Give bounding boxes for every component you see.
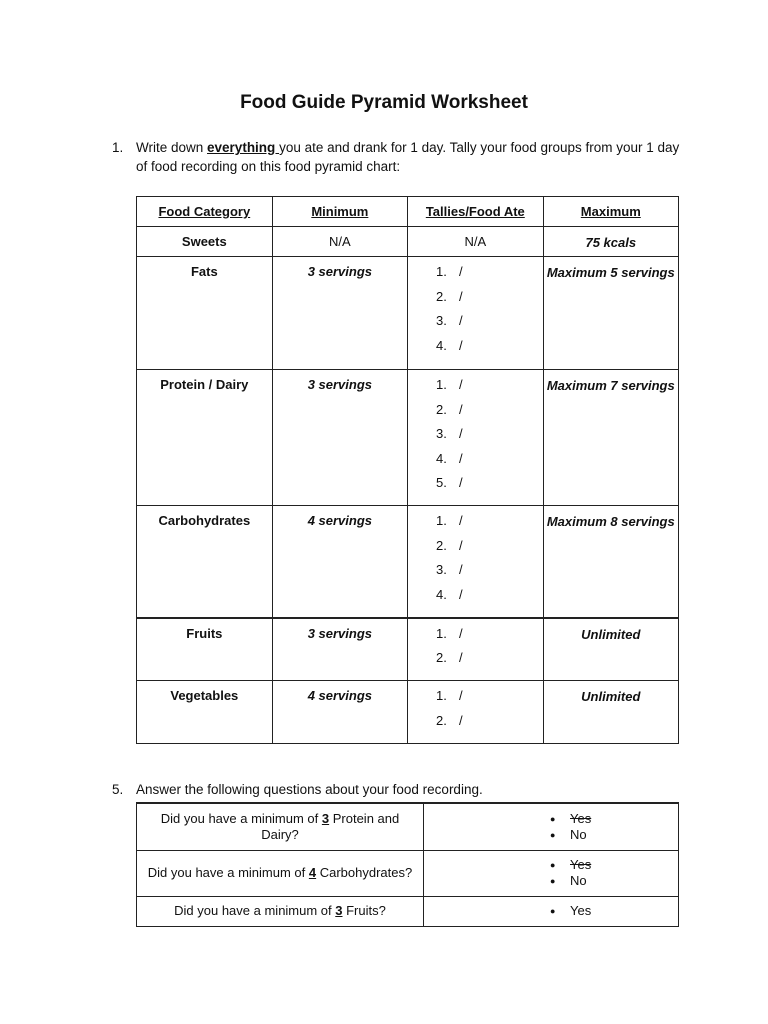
tally-line[interactable] xyxy=(408,426,543,451)
instruction-1 xyxy=(112,138,692,176)
tally-mark: / xyxy=(459,537,463,553)
tallies-cell[interactable] xyxy=(408,257,544,370)
question-cell: Did you have a minimum of 3 Fruits? xyxy=(137,896,424,926)
tally-line[interactable] xyxy=(408,264,543,289)
tallies-cell[interactable] xyxy=(408,618,544,681)
tally-number: 4. xyxy=(436,450,447,466)
food-pyramid-table xyxy=(136,196,679,744)
question-row xyxy=(137,850,679,896)
question-number: 4 xyxy=(308,865,317,880)
tally-number: 2. xyxy=(436,650,447,666)
header-minimum: Minimum xyxy=(272,197,407,227)
tallies-cell: N/A xyxy=(408,227,544,257)
tally-mark: / xyxy=(459,313,463,329)
table-header-row xyxy=(137,197,679,227)
minimum-cell: 3 servings xyxy=(272,370,407,506)
answer-label: No xyxy=(570,873,587,888)
tally-line[interactable] xyxy=(408,562,543,587)
instruction-number: 1. xyxy=(112,140,124,155)
header-tallies: Tallies/Food Ate xyxy=(408,197,544,227)
minimum-cell: 4 servings xyxy=(272,681,407,744)
tally-line[interactable] xyxy=(408,513,543,538)
table-row xyxy=(137,257,679,370)
answer-label: Yes xyxy=(570,810,592,826)
maximum-cell: Maximum 8 servings xyxy=(543,506,678,618)
category-cell: Protein / Dairy xyxy=(137,370,273,506)
header-maximum: Maximum xyxy=(543,197,678,227)
answer-option[interactable] xyxy=(424,903,678,919)
tally-line[interactable] xyxy=(408,688,543,713)
question-row xyxy=(137,803,679,850)
answer-option[interactable] xyxy=(424,873,678,889)
tally-line[interactable] xyxy=(408,713,543,738)
answer-option[interactable] xyxy=(424,811,678,827)
maximum-cell: 75 kcals xyxy=(543,227,678,257)
tally-mark: / xyxy=(459,426,463,442)
question-cell: Did you have a minimum of 3 Protein and Dairy? xyxy=(137,803,424,850)
minimum-cell: 3 servings xyxy=(272,618,407,681)
tally-number: 2. xyxy=(436,537,447,553)
tally-number: 2. xyxy=(436,712,447,728)
instruction-text: Answer the following questions about your food recording. xyxy=(136,782,483,797)
tally-number: 4. xyxy=(436,337,447,353)
category-cell: Carbohydrates xyxy=(137,506,273,618)
tally-number: 1. xyxy=(436,688,447,703)
tally-number: 3. xyxy=(436,313,447,329)
instruction-text: Write down everything you ate and drank for 1 day. Tally your food groups from your 1 day of food recording on this food pyramid chart: xyxy=(136,140,680,174)
table-row xyxy=(137,227,679,257)
tally-line[interactable] xyxy=(408,451,543,476)
category-cell: Fats xyxy=(137,257,273,370)
answer-cell[interactable] xyxy=(424,850,679,896)
tally-mark: / xyxy=(459,337,463,353)
questions-table xyxy=(136,802,679,927)
tally-line[interactable] xyxy=(408,289,543,314)
tally-number: 2. xyxy=(436,401,447,417)
maximum-cell: Maximum 7 servings xyxy=(543,370,678,506)
category-cell: Fruits xyxy=(137,618,273,681)
tally-mark: / xyxy=(459,513,463,528)
tally-mark: / xyxy=(459,562,463,578)
tally-number: 4. xyxy=(436,586,447,602)
table-row xyxy=(137,370,679,506)
answer-option[interactable] xyxy=(424,857,678,873)
tally-line[interactable] xyxy=(408,650,543,675)
question-number: 3 xyxy=(335,903,343,918)
tally-mark: / xyxy=(459,475,463,491)
tally-line[interactable] xyxy=(408,313,543,338)
tally-line[interactable] xyxy=(408,538,543,563)
answer-label: No xyxy=(570,826,587,842)
tally-number: 2. xyxy=(436,288,447,304)
tallies-cell[interactable] xyxy=(408,370,544,506)
question-number: 3 xyxy=(321,810,330,826)
tally-mark: / xyxy=(459,650,463,666)
tally-line[interactable] xyxy=(408,475,543,500)
tally-mark: / xyxy=(459,401,463,417)
tally-mark: / xyxy=(459,688,463,703)
tally-mark: / xyxy=(459,264,463,279)
tallies-cell[interactable] xyxy=(408,681,544,744)
tally-line[interactable] xyxy=(408,377,543,402)
tally-mark: / xyxy=(459,712,463,728)
tally-number: 1. xyxy=(436,377,447,392)
tally-number: 1. xyxy=(436,625,447,641)
table-row xyxy=(137,681,679,744)
emphasis-everything: everything xyxy=(207,140,280,155)
tally-line[interactable] xyxy=(408,338,543,363)
minimum-cell: 3 servings xyxy=(272,257,407,370)
minimum-cell: 4 servings xyxy=(272,506,407,618)
tally-line[interactable] xyxy=(408,626,543,651)
tally-number: 1. xyxy=(436,513,447,528)
tally-line[interactable] xyxy=(408,402,543,427)
category-cell: Vegetables xyxy=(137,681,273,744)
tally-mark: / xyxy=(459,450,463,466)
tally-mark: / xyxy=(459,288,463,304)
category-cell: Sweets xyxy=(137,227,273,257)
tally-mark: / xyxy=(459,377,463,392)
table-row xyxy=(137,618,679,681)
tally-mark: / xyxy=(459,586,463,602)
maximum-cell: Unlimited xyxy=(543,681,678,744)
answer-option[interactable] xyxy=(424,827,678,843)
instruction-5 xyxy=(112,782,692,797)
tally-mark: / xyxy=(459,625,463,641)
question-cell: Did you have a minimum of 4 Carbohydrates? xyxy=(137,850,424,896)
minimum-cell: N/A xyxy=(272,227,407,257)
answer-cell[interactable] xyxy=(424,803,679,850)
instruction-number: 5. xyxy=(112,782,124,797)
header-food-category: Food Category xyxy=(137,197,273,227)
tallies-cell[interactable] xyxy=(408,506,544,618)
tally-number: 5. xyxy=(436,475,447,491)
table-row xyxy=(137,506,679,618)
maximum-cell: Maximum 5 servings xyxy=(543,257,678,370)
tally-number: 3. xyxy=(436,426,447,442)
tally-number: 1. xyxy=(436,264,447,279)
maximum-cell: Unlimited xyxy=(543,618,678,681)
answer-label: Yes xyxy=(570,857,592,872)
question-row xyxy=(137,896,679,926)
answer-cell[interactable] xyxy=(424,896,679,926)
worksheet-title: Food Guide Pyramid Worksheet xyxy=(240,92,528,113)
answer-label: Yes xyxy=(570,903,592,918)
tally-line[interactable] xyxy=(408,587,543,612)
tally-number: 3. xyxy=(436,562,447,578)
